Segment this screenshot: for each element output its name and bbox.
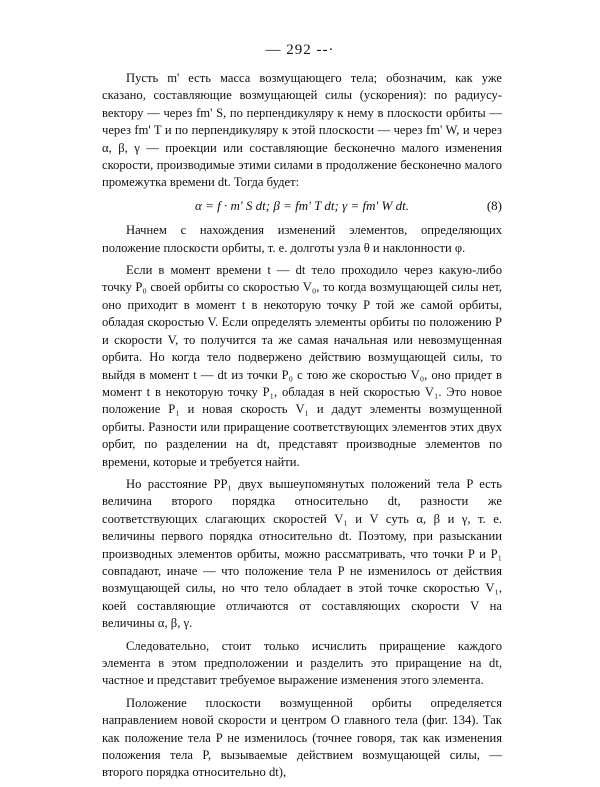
paragraph-4: Но расстояние PP₁ двух вышеупомянутых положений тела P есть величина второго порядка относительно dt, разности же соответствующих слагающих скоростей V₁ и V суть α, β и γ, т. е. величины первого порядка относительно dt. Поэтому, при разыскании производных элементов орбиты, можно рассматривать, что точки P и P₁ совпадают, иначе — что положение тела P не изменилось от действия возмущающей силы, но что тело обладает в этой точке скоростью V₁, коей составляющие отличаются от составляющих скорости V на величины α, β, γ. [102,476,502,631]
paragraph-5: Следовательно, стоит только исчислить приращение каждого элемента в этом предположении и разделить это приращение на dt, частное и представит требуемое выражение изменения этого элемента. [102,638,502,688]
equation-number: (8) [486,197,502,213]
page-number: — 292 --· [265,42,335,58]
equation-8 [102,197,502,214]
paragraph-6: Положение плоскости возмущенной орбиты определяется направлением новой скорости и центром O главного тела (фиг. 134). Так как положение тела P не изменилось (точнее говоря, так как изменения положения тела P, вызываемые действием возмущающей силы, — второго порядка относительно dt), [102,695,502,780]
paragraph-1: Пусть m' есть масса возмущающего тела; обозначим, как уже сказано, составляющие возмущающей силы (ускорения): по радиусу-вектору — через fm' S, по перпендикуляру к нему в плоскости орбиты — через fm' T и по перпендикуляру к этой плоскости — через fm' W, и через α, β, γ — проекции или составляющие бесконечно малого изменения скорости, производимые этими силами в продолжение бесконечно малого промежутка времени dt. Тогда будет: [102,71,502,190]
equation-expression: α = f · m' S dt; β = fm' T dt; γ = fm' W dt. [195,197,409,213]
paragraph-3: Если в момент времени t — dt тело проходило через какую-либо точку P₀ своей орбиты со скоростью V₀, то когда возмущающей силы нет, оно приходит в момент t в некоторую точку P той же самой орбиты, обладая скоростью V. Если определять элементы орбиты по положению P и скорости V, то получится та же самая начальная или невозмущенная орбита. Но когда тело подвержено действию возмущающей силы, то выйдя в момент t — dt из точки P₀ с тою же скоростью V₀, оно придет в момент t в некоторую точку P₁, обладая в ней скоростью V₁. Это новое положение P₁ и новая скорость V₁ и дадут элементы возмущенной орбиты. Разности или приращение соответствующих элементов этих двух орбит, по разделении на dt, представят производные элементов по времени, которые и требуется найти. [102,263,502,469]
body-text [102,70,502,787]
paragraph-2: Начнем с нахождения изменений элементов, определяющих положение плоскости орбиты, т. е. долготы узла θ и наклонности φ. [102,223,502,255]
